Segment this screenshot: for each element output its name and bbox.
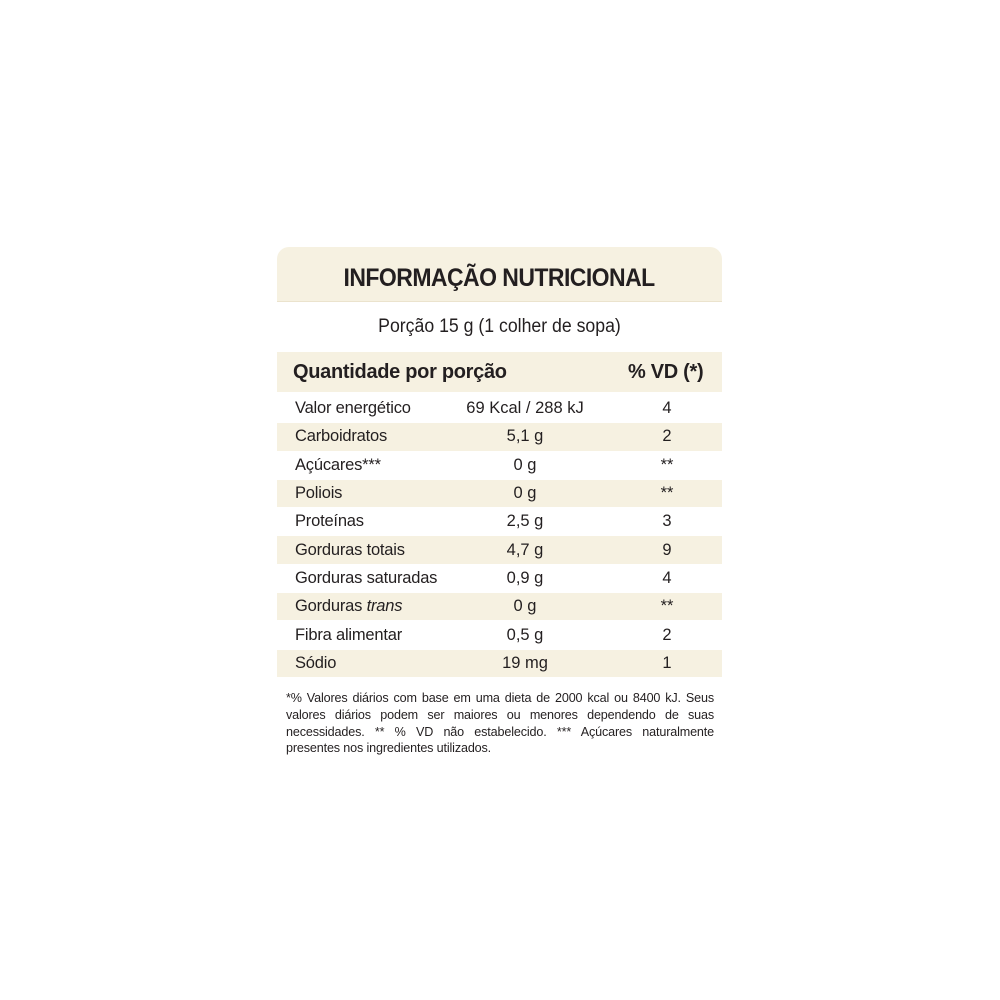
nutrient-name: Poliois xyxy=(295,484,343,503)
nutrient-vd: 2 xyxy=(662,427,672,446)
nutrient-vd: ** xyxy=(660,597,674,616)
nutrient-name: Gorduras totais xyxy=(295,540,405,559)
nutrient-name-italic: trans xyxy=(366,597,403,616)
nutrient-vd: ** xyxy=(660,455,674,474)
nutrient-vd: 4 xyxy=(662,399,672,418)
nutrient-amount: 0 g xyxy=(513,484,537,503)
label-title: INFORMAÇÃO NUTRICIONAL xyxy=(343,263,656,292)
nutrient-name-plain: Gorduras xyxy=(295,597,363,616)
nutrient-name: Gorduras saturadas xyxy=(295,568,438,587)
nutrient-name: Fibra alimentar xyxy=(295,625,403,644)
nutrient-name xyxy=(295,597,402,616)
nutrient-amount: 0 g xyxy=(513,455,537,474)
table-row xyxy=(277,536,722,564)
table-row xyxy=(277,593,722,621)
table-row xyxy=(277,565,722,593)
nutrient-vd: 2 xyxy=(662,625,672,644)
table-row xyxy=(277,508,722,536)
nutrient-rows xyxy=(277,395,722,678)
table-row xyxy=(277,395,722,423)
header-vd: % VD (*) xyxy=(628,360,704,383)
nutrient-amount: 0 g xyxy=(513,597,537,616)
portion-text: Porção 15 g (1 colher de sopa) xyxy=(378,316,621,337)
nutrient-name: Açúcares*** xyxy=(295,455,381,474)
table-row xyxy=(277,621,722,649)
nutrient-vd: 4 xyxy=(662,568,672,587)
header-quantity: Quantidade por porção xyxy=(293,360,507,383)
nutrient-amount: 19 mg xyxy=(502,653,548,672)
table-row xyxy=(277,480,722,508)
nutrient-amount: 69 Kcal / 288 kJ xyxy=(466,399,584,418)
table-row xyxy=(277,423,722,451)
nutrient-amount: 4,7 g xyxy=(506,540,544,559)
nutrient-amount: 5,1 g xyxy=(506,427,544,446)
nutrition-label xyxy=(277,247,722,757)
nutrient-name: Sódio xyxy=(295,653,337,672)
nutrient-vd: ** xyxy=(660,484,674,503)
nutrient-amount: 0,5 g xyxy=(506,625,544,644)
nutrient-name: Valor energético xyxy=(295,399,411,418)
title-bar xyxy=(277,247,722,302)
nutrient-amount: 2,5 g xyxy=(506,512,544,531)
nutrient-name: Carboidratos xyxy=(295,427,388,446)
nutrient-amount: 0,9 g xyxy=(506,568,544,587)
nutrient-vd: 3 xyxy=(662,512,672,531)
nutrient-vd: 1 xyxy=(662,653,672,672)
table-header xyxy=(277,352,722,392)
nutrient-name: Proteínas xyxy=(295,512,364,531)
table-row xyxy=(277,452,722,480)
nutrient-vd: 9 xyxy=(662,540,672,559)
footnote: *% Valores diários com base em uma dieta de 2000 kcal ou 8400 kJ. Seus valores diários podem ser maiores ou menores dependendo de suas necessidades. ** % VD não estabelecido. *** Açúcares naturalmente presentes nos ingredientes utilizados. xyxy=(286,690,714,756)
table-row xyxy=(277,650,722,678)
